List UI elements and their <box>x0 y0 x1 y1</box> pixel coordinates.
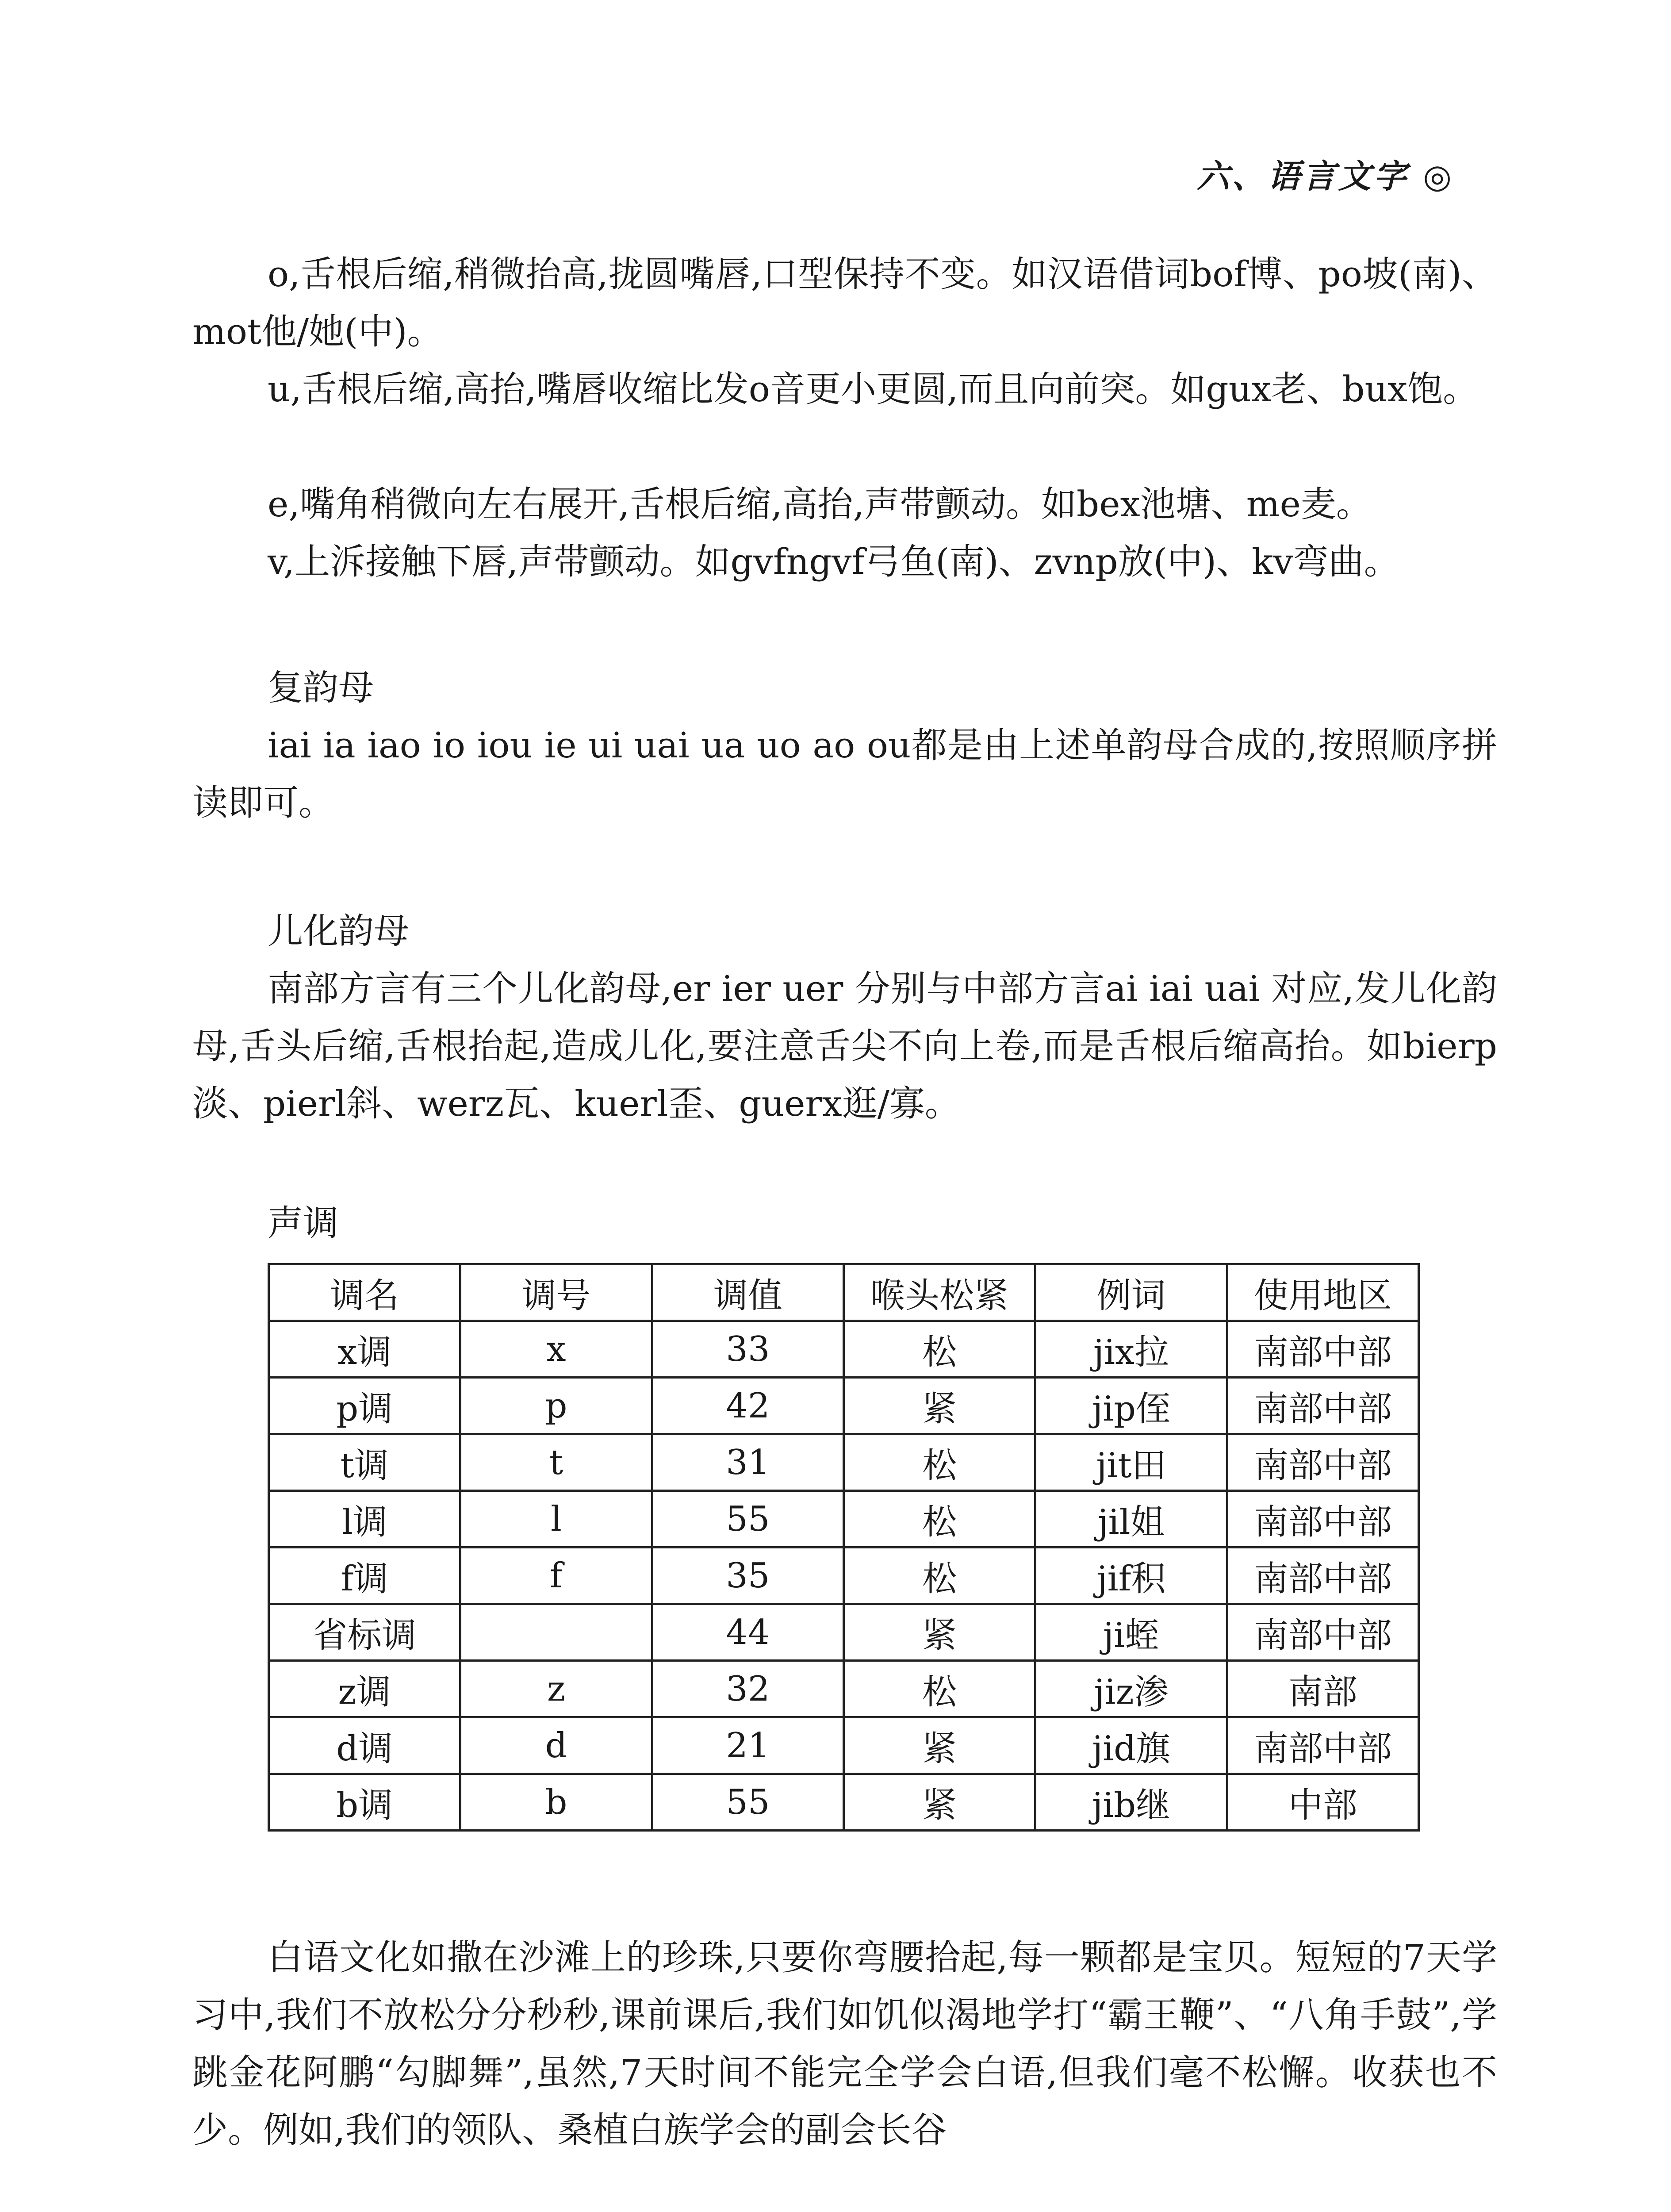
table-cell: d调 <box>269 1717 460 1774</box>
table-row <box>269 1378 1419 1434</box>
table-cell: p调 <box>269 1378 460 1434</box>
table-cell: 42 <box>652 1378 843 1434</box>
table-cell: 紧 <box>843 1378 1035 1434</box>
table-cell: 南部 <box>1227 1661 1418 1717</box>
table-cell: 松 <box>843 1661 1035 1717</box>
table-cell: l调 <box>269 1491 460 1548</box>
table-cell: z <box>460 1661 652 1717</box>
table-cell: b <box>460 1774 652 1831</box>
table-row <box>269 1604 1419 1661</box>
column-header: 调值 <box>652 1264 843 1321</box>
table-cell: jit田 <box>1035 1434 1227 1491</box>
table-cell: jid旗 <box>1035 1717 1227 1774</box>
paragraph-vowel-v: v,上泝接触下唇,声带颤动。如gvfngvf弓鱼(南)、zvnp放(中)、kv弯曲。 <box>268 541 1399 582</box>
column-header: 喉头松紧 <box>843 1264 1035 1321</box>
table-cell: 31 <box>652 1434 843 1491</box>
section-heading-tones: 声调 <box>268 1202 338 1244</box>
table-row <box>269 1434 1419 1491</box>
table-cell: ji蛭 <box>1035 1604 1227 1661</box>
column-header: 使用地区 <box>1227 1264 1418 1321</box>
table-cell: 南部中部 <box>1227 1604 1418 1661</box>
paragraph-compound-finals: iai ia iao io iou ie ui uai ua uo ao ou都是由上述单韵母合成的,按照顺序拼读即可。 <box>192 725 1497 823</box>
section-heading-compound-finals: 复韵母 <box>268 667 374 708</box>
table-cell: 南部中部 <box>1227 1717 1418 1774</box>
paragraph-vowel-e: e,嘴角稍微向左右展开,舌根后缩,高抬,声带颤动。如bex池塘、me麦。 <box>268 484 1372 525</box>
running-header: 六、语言文字 ◎ <box>1196 157 1454 196</box>
table-cell: l <box>460 1491 652 1548</box>
table-cell: 35 <box>652 1548 843 1604</box>
table-cell: 33 <box>652 1321 843 1378</box>
column-header: 调名 <box>269 1264 460 1321</box>
paragraph-vowel-u: u,舌根后缩,高抬,嘴唇收缩比发o音更小更圆,而且向前突。如gux老、bux饱。 <box>268 369 1479 410</box>
table-cell: jif积 <box>1035 1548 1227 1604</box>
table-row <box>269 1548 1419 1604</box>
table-cell: jil姐 <box>1035 1491 1227 1548</box>
table-cell: t调 <box>269 1434 460 1491</box>
table-cell: jiz渗 <box>1035 1661 1227 1717</box>
table-cell: jix拉 <box>1035 1321 1227 1378</box>
table-cell: 松 <box>843 1491 1035 1548</box>
table-cell <box>460 1604 652 1661</box>
tone-table-header-row <box>269 1264 1419 1321</box>
table-cell: jib继 <box>1035 1774 1227 1831</box>
table-cell: 紧 <box>843 1604 1035 1661</box>
table-cell: 44 <box>652 1604 843 1661</box>
table-cell: jip侄 <box>1035 1378 1227 1434</box>
table-cell: 55 <box>652 1774 843 1831</box>
table-cell: 南部中部 <box>1227 1321 1418 1378</box>
table-cell: 紧 <box>843 1774 1035 1831</box>
table-cell: z调 <box>269 1661 460 1717</box>
table-cell: 紧 <box>843 1717 1035 1774</box>
table-row <box>269 1661 1419 1717</box>
table-cell: 55 <box>652 1491 843 1548</box>
table-cell: 省标调 <box>269 1604 460 1661</box>
table-cell: p <box>460 1378 652 1434</box>
table-row <box>269 1321 1419 1378</box>
table-cell: x <box>460 1321 652 1378</box>
table-cell: 南部中部 <box>1227 1548 1418 1604</box>
column-header: 例词 <box>1035 1264 1227 1321</box>
column-header: 调号 <box>460 1264 652 1321</box>
table-row <box>269 1717 1419 1774</box>
paragraph-closing: 白语文化如撒在沙滩上的珍珠,只要你弯腰拾起,每一颗都是宝贝。短短的7天学习中,我们不放松分分秒秒,课前课后,我们如饥似渴地学打“霸王鞭”、“八角手鼓”,学跳金花阿鹏“勾脚舞”,虽然,7天时间不能完全学会白语,但我们毫不松懈。收获也不少。例如,我们的领队、桑植白族学会的副会长谷 <box>192 1937 1497 2151</box>
table-row <box>269 1491 1419 1548</box>
table-cell: 松 <box>843 1548 1035 1604</box>
table-cell: 32 <box>652 1661 843 1717</box>
paragraph-erhua-finals: 南部方言有三个儿化韵母,er ier uer 分别与中部方言ai iai uai 对应,发儿化韵母,舌头后缩,舌根抬起,造成儿化,要注意舌尖不向上卷,而是舌根后缩高抬。如bierp淡、pierl斜、werz瓦、kuerl歪、guerx逛/寡。 <box>192 968 1497 1124</box>
table-cell: f <box>460 1548 652 1604</box>
table-row <box>269 1774 1419 1831</box>
table-cell: 南部中部 <box>1227 1378 1418 1434</box>
table-cell: 21 <box>652 1717 843 1774</box>
table-cell: 南部中部 <box>1227 1434 1418 1491</box>
table-cell: x调 <box>269 1321 460 1378</box>
paragraph-vowel-o: o,舌根后缩,稍微抬高,拢圆嘴唇,口型保持不变。如汉语借词bof博、po坡(南)、mot他/她(中)。 <box>192 253 1497 352</box>
table-cell: d <box>460 1717 652 1774</box>
table-cell: 南部中部 <box>1227 1491 1418 1548</box>
table-cell: b调 <box>269 1774 460 1831</box>
table-cell: 松 <box>843 1321 1035 1378</box>
table-cell: f调 <box>269 1548 460 1604</box>
table-cell: 松 <box>843 1434 1035 1491</box>
table-cell: 中部 <box>1227 1774 1418 1831</box>
tone-table <box>268 1263 1420 1832</box>
section-heading-erhua-finals: 儿化韵母 <box>268 910 409 952</box>
table-cell: t <box>460 1434 652 1491</box>
